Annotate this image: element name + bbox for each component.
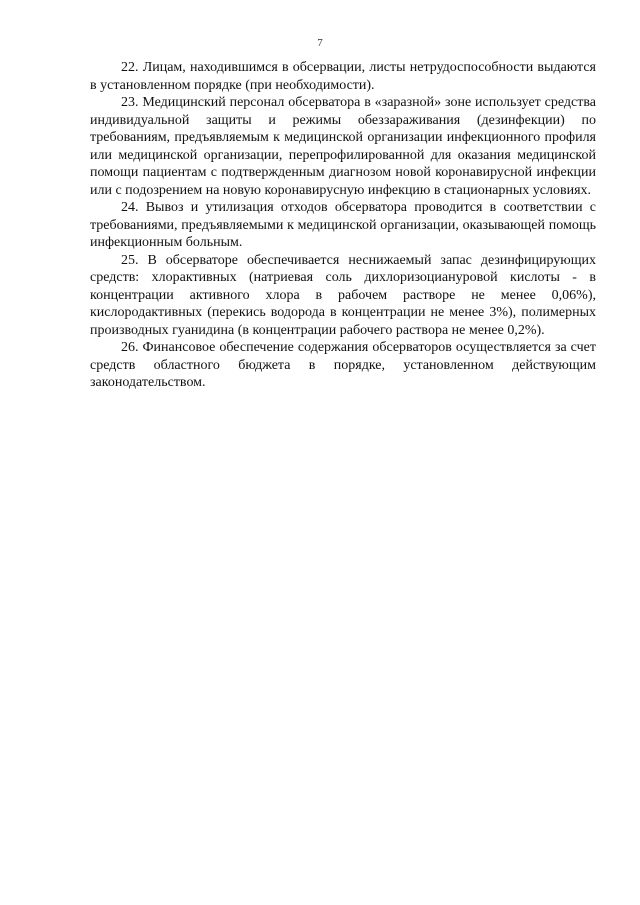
page-number: 7: [317, 37, 323, 49]
document-body: [90, 59, 596, 392]
paragraph-24: 24. Вывоз и утилизация отходов обсерватора проводится в соответствии с требованиями, предъявляемыми к медицинской организации, оказывающей помощь инфекционным больным.: [90, 200, 596, 250]
paragraph-26: 26. Финансовое обеспечение содержания обсерваторов осуществляется за счет средств областного бюджета в порядке, установленном действующим законодательством.: [90, 340, 596, 390]
paragraph-25: 25. В обсерваторе обеспечивается неснижаемый запас дезинфицирующих средств: хлорактивных (натриевая соль дихлоризоциануровой кислоты - в концентрации активного хлора в рабочем растворе не менее 0,06%), кислородактивных (перекись водорода в концентрации не менее 3%), полимерных производных гуанидина (в концентрации рабочего раствора не менее 0,2%).: [90, 252, 596, 338]
paragraph-23: 23. Медицинский персонал обсерватора в «заразной» зоне использует средства индивидуальной защиты и режимы обеззараживания (дезинфекции) по требованиям, предъявляемым к медицинской организации инфекционного профиля или медицинской организации, перепрофилированной для оказания медицинской помощи пациентам с подтвержденным диагнозом новой коронавирусной инфекции или с подозрением на новую коронавирусную инфекцию в стационарных условиях.: [90, 95, 596, 198]
paragraph-22: 22. Лицам, находившимся в обсервации, листы нетрудоспособности выдаются в установленном порядке (при необходимости).: [90, 60, 596, 93]
